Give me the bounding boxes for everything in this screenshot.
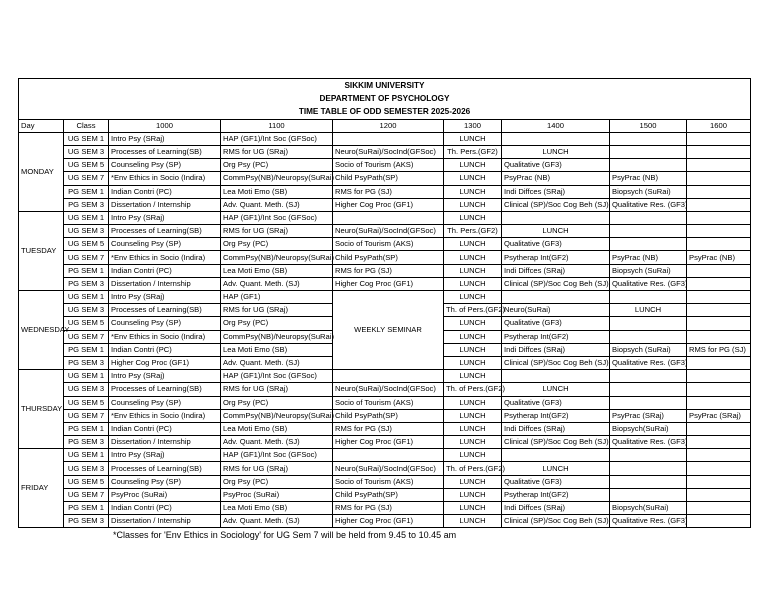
- schedule-cell: Intro Psy (SRaj): [109, 132, 221, 145]
- schedule-cell: *Env Ethics in Socio (Indira): [109, 251, 221, 264]
- schedule-cell: CommPsy(NB)/Neuropsy(SuRai): [221, 172, 333, 185]
- table-row: [19, 159, 751, 172]
- schedule-cell: LUNCH: [444, 264, 502, 277]
- class-cell: PG SEM 1: [64, 502, 109, 515]
- class-cell: UG SEM 5: [64, 475, 109, 488]
- schedule-cell: Indian Contri (PC): [109, 422, 221, 435]
- schedule-cell: Qualitative Res. (GF3): [610, 277, 687, 290]
- schedule-cell: Counseling Psy (SP): [109, 159, 221, 172]
- schedule-cell: LUNCH: [610, 304, 687, 317]
- weekly-seminar-cell: WEEKLY SEMINAR: [333, 291, 444, 370]
- schedule-cell: Psytherap Int(GF2): [502, 330, 610, 343]
- table-row: [19, 436, 751, 449]
- schedule-cell: LUNCH: [444, 488, 502, 501]
- schedule-cell: Th. of Pers.(GF2): [444, 462, 502, 475]
- schedule-cell: Adv. Quant. Meth. (SJ): [221, 277, 333, 290]
- header-1300: 1300: [444, 119, 502, 132]
- schedule-cell: LUNCH: [502, 225, 610, 238]
- class-cell: UG SEM 1: [64, 370, 109, 383]
- table-row: [19, 396, 751, 409]
- schedule-cell: [687, 132, 751, 145]
- table-row: [19, 462, 751, 475]
- schedule-cell: Biopsych (SuRai): [610, 185, 687, 198]
- schedule-cell: LUNCH: [444, 238, 502, 251]
- schedule-cell: Clinical (SP)/Soc Cog Beh (SJ): [502, 515, 610, 528]
- schedule-cell: Th. Pers.(GF2): [444, 145, 502, 158]
- schedule-cell: [687, 488, 751, 501]
- schedule-cell: RMS for UG (SRaj): [221, 462, 333, 475]
- class-cell: UG SEM 3: [64, 145, 109, 158]
- schedule-cell: Qualitative Res. (GF3): [610, 436, 687, 449]
- schedule-cell: Dissertation / Internship: [109, 436, 221, 449]
- header-row: [19, 119, 751, 132]
- schedule-cell: *Env Ethics in Socio (Indira): [109, 409, 221, 422]
- schedule-cell: Qualitative (GF3): [502, 396, 610, 409]
- class-cell: PG SEM 3: [64, 356, 109, 369]
- header-1200: 1200: [333, 119, 444, 132]
- schedule-cell: LUNCH: [444, 251, 502, 264]
- schedule-cell: HAP (GF1)/Int Soc (GFSoc): [221, 132, 333, 145]
- schedule-cell: [610, 145, 687, 158]
- schedule-cell: Dissertation / Internship: [109, 515, 221, 528]
- schedule-cell: [610, 330, 687, 343]
- class-cell: UG SEM 5: [64, 317, 109, 330]
- table-row: [19, 422, 751, 435]
- schedule-cell: Neuro(SuRai): [502, 304, 610, 317]
- class-cell: UG SEM 1: [64, 449, 109, 462]
- schedule-cell: [687, 515, 751, 528]
- class-cell: UG SEM 1: [64, 211, 109, 224]
- schedule-cell: [687, 145, 751, 158]
- header-1600: 1600: [687, 119, 751, 132]
- schedule-cell: Higher Cog Proc (GF1): [333, 198, 444, 211]
- schedule-cell: Lea Moti Emo (SB): [221, 502, 333, 515]
- class-cell: PG SEM 1: [64, 264, 109, 277]
- schedule-cell: RMS for PG (SJ): [333, 264, 444, 277]
- schedule-cell: Adv. Quant. Meth. (SJ): [221, 356, 333, 369]
- schedule-cell: [687, 356, 751, 369]
- schedule-cell: Dissertation / Internship: [109, 198, 221, 211]
- schedule-cell: PsyPrac (NB): [610, 172, 687, 185]
- class-cell: UG SEM 7: [64, 172, 109, 185]
- schedule-cell: [687, 422, 751, 435]
- schedule-cell: Indian Contri (PC): [109, 185, 221, 198]
- schedule-cell: *Env Ethics in Socio (Indira): [109, 172, 221, 185]
- schedule-cell: [502, 211, 610, 224]
- schedule-cell: [610, 211, 687, 224]
- schedule-cell: Child PsyPath(SP): [333, 251, 444, 264]
- schedule-cell: RMS for UG (SRaj): [221, 383, 333, 396]
- schedule-cell: Higher Cog Proc (GF1): [333, 277, 444, 290]
- schedule-cell: HAP (GF1): [221, 291, 333, 304]
- schedule-cell: [610, 462, 687, 475]
- schedule-cell: Lea Moti Emo (SB): [221, 264, 333, 277]
- schedule-cell: Biopsych (SuRai): [610, 264, 687, 277]
- schedule-cell: Intro Psy (SRaj): [109, 370, 221, 383]
- schedule-cell: *Env Ethics in Socio (Indira): [109, 330, 221, 343]
- day-label: THURSDAY: [19, 370, 64, 449]
- schedule-cell: [687, 185, 751, 198]
- schedule-cell: LUNCH: [502, 383, 610, 396]
- table-row: [19, 277, 751, 290]
- schedule-cell: Processes of Learning(SB): [109, 462, 221, 475]
- schedule-cell: [687, 238, 751, 251]
- schedule-cell: Indian Contri (PC): [109, 264, 221, 277]
- schedule-cell: Neuro(SuRai)/SocInd(GFSoc): [333, 225, 444, 238]
- schedule-cell: [610, 291, 687, 304]
- footnote: *Classes for 'Env Ethics in Sociology' for UG Sem 7 will be held from 9.45 to 10.45 am: [113, 530, 457, 540]
- table-row: [19, 251, 751, 264]
- class-cell: UG SEM 5: [64, 396, 109, 409]
- schedule-cell: RMS for PG (SJ): [333, 502, 444, 515]
- header-day: Day: [19, 119, 64, 132]
- schedule-cell: LUNCH: [444, 396, 502, 409]
- schedule-cell: RMS for PG (SJ): [333, 185, 444, 198]
- schedule-cell: CommPsy(NB)/Neuropsy(SuRai): [221, 409, 333, 422]
- schedule-cell: LUNCH: [444, 185, 502, 198]
- schedule-cell: Socio of Tourism (AKS): [333, 159, 444, 172]
- header-1000: 1000: [109, 119, 221, 132]
- schedule-cell: RMS for UG (SRaj): [221, 304, 333, 317]
- schedule-cell: [687, 172, 751, 185]
- schedule-cell: Counseling Psy (SP): [109, 317, 221, 330]
- schedule-cell: [502, 370, 610, 383]
- timetable: [18, 78, 751, 528]
- schedule-cell: LUNCH: [444, 198, 502, 211]
- schedule-cell: PsyProc (SuRai): [221, 488, 333, 501]
- schedule-cell: [610, 370, 687, 383]
- schedule-cell: LUNCH: [444, 291, 502, 304]
- class-cell: PG SEM 3: [64, 198, 109, 211]
- table-row: [19, 132, 751, 145]
- schedule-cell: CommPsy(NB)/Neuropsy(SuRai): [221, 251, 333, 264]
- table-row: [19, 370, 751, 383]
- schedule-cell: Biopsych(SuRai): [610, 502, 687, 515]
- schedule-cell: Qualitative (GF3): [502, 475, 610, 488]
- schedule-cell: Neuro(SuRai)/SocInd(GFSoc): [333, 462, 444, 475]
- table-row: [19, 383, 751, 396]
- schedule-cell: Org Psy (PC): [221, 317, 333, 330]
- schedule-cell: [610, 225, 687, 238]
- schedule-cell: Processes of Learning(SB): [109, 145, 221, 158]
- schedule-cell: [610, 383, 687, 396]
- schedule-cell: LUNCH: [444, 502, 502, 515]
- schedule-cell: Qualitative Res. (GF3): [610, 198, 687, 211]
- schedule-cell: Qualitative Res. (GF3): [610, 515, 687, 528]
- table-row: [19, 264, 751, 277]
- schedule-cell: Indi Diffces (SRaj): [502, 264, 610, 277]
- schedule-cell: Higher Cog Proc (GF1): [109, 356, 221, 369]
- schedule-cell: Psytherap Int(GF2): [502, 409, 610, 422]
- schedule-cell: LUNCH: [444, 370, 502, 383]
- schedule-cell: Lea Moti Emo (SB): [221, 343, 333, 356]
- header-1100: 1100: [221, 119, 333, 132]
- class-cell: UG SEM 5: [64, 159, 109, 172]
- class-cell: PG SEM 1: [64, 185, 109, 198]
- schedule-cell: Adv. Quant. Meth. (SJ): [221, 198, 333, 211]
- schedule-cell: Clinical (SP)/Soc Cog Beh (SJ): [502, 198, 610, 211]
- schedule-cell: [687, 264, 751, 277]
- schedule-cell: Clinical (SP)/Soc Cog Beh (SJ): [502, 356, 610, 369]
- schedule-cell: Org Psy (PC): [221, 159, 333, 172]
- class-cell: UG SEM 3: [64, 383, 109, 396]
- schedule-cell: LUNCH: [444, 159, 502, 172]
- class-cell: UG SEM 1: [64, 132, 109, 145]
- schedule-cell: Adv. Quant. Meth. (SJ): [221, 436, 333, 449]
- schedule-cell: PsyPrac (NB): [502, 172, 610, 185]
- day-label: TUESDAY: [19, 211, 64, 290]
- class-cell: PG SEM 3: [64, 436, 109, 449]
- schedule-cell: LUNCH: [444, 409, 502, 422]
- schedule-cell: HAP (GF1)/Int Soc (GFSoc): [221, 370, 333, 383]
- schedule-cell: Lea Moti Emo (SB): [221, 422, 333, 435]
- table-row: [19, 502, 751, 515]
- schedule-cell: PsyPrac (SRaj): [687, 409, 751, 422]
- schedule-cell: [610, 132, 687, 145]
- table-row: [19, 145, 751, 158]
- schedule-cell: Qualitative Res. (GF3): [610, 356, 687, 369]
- schedule-cell: Higher Cog Proc (GF1): [333, 436, 444, 449]
- class-cell: UG SEM 7: [64, 330, 109, 343]
- schedule-cell: Intro Psy (SRaj): [109, 291, 221, 304]
- department-title: DEPARTMENT OF PSYCHOLOGY: [19, 92, 751, 105]
- schedule-cell: PsyProc (SuRai): [109, 488, 221, 501]
- schedule-cell: [687, 317, 751, 330]
- table-row: [19, 211, 751, 224]
- schedule-cell: [687, 211, 751, 224]
- schedule-cell: RMS for PG (SJ): [687, 343, 751, 356]
- table-row: [19, 198, 751, 211]
- schedule-cell: Counseling Psy (SP): [109, 396, 221, 409]
- schedule-cell: Neuro(SuRai)/SocInd(GFSoc): [333, 383, 444, 396]
- header-class: Class: [64, 119, 109, 132]
- schedule-cell: [333, 132, 444, 145]
- schedule-cell: Intro Psy (SRaj): [109, 449, 221, 462]
- day-label: MONDAY: [19, 132, 64, 211]
- schedule-cell: LUNCH: [502, 145, 610, 158]
- class-cell: UG SEM 7: [64, 409, 109, 422]
- day-label: FRIDAY: [19, 449, 64, 528]
- schedule-cell: Indi Diffces (SRaj): [502, 502, 610, 515]
- schedule-cell: Org Psy (PC): [221, 396, 333, 409]
- schedule-cell: [502, 291, 610, 304]
- schedule-cell: [610, 159, 687, 172]
- schedule-cell: [333, 211, 444, 224]
- schedule-cell: LUNCH: [444, 475, 502, 488]
- schedule-cell: LUNCH: [444, 277, 502, 290]
- table-row: [19, 185, 751, 198]
- schedule-cell: Th. Pers.(GF2): [444, 225, 502, 238]
- schedule-cell: LUNCH: [444, 422, 502, 435]
- schedule-cell: [687, 449, 751, 462]
- schedule-cell: Psytherap Int(GF2): [502, 488, 610, 501]
- schedule-cell: Socio of Tourism (AKS): [333, 396, 444, 409]
- schedule-cell: PsyPrac (NB): [687, 251, 751, 264]
- schedule-cell: LUNCH: [444, 211, 502, 224]
- schedule-cell: [610, 488, 687, 501]
- class-cell: UG SEM 1: [64, 291, 109, 304]
- schedule-cell: Biopsych (SuRai): [610, 343, 687, 356]
- schedule-cell: LUNCH: [444, 343, 502, 356]
- schedule-cell: Clinical (SP)/Soc Cog Beh (SJ): [502, 436, 610, 449]
- class-cell: UG SEM 3: [64, 462, 109, 475]
- schedule-cell: Child PsyPath(SP): [333, 409, 444, 422]
- schedule-cell: [687, 159, 751, 172]
- class-cell: UG SEM 7: [64, 488, 109, 501]
- class-cell: UG SEM 7: [64, 251, 109, 264]
- schedule-cell: LUNCH: [444, 356, 502, 369]
- schedule-cell: Psytherap Int(GF2): [502, 251, 610, 264]
- schedule-cell: Qualitative (GF3): [502, 238, 610, 251]
- table-row: [19, 172, 751, 185]
- schedule-cell: LUNCH: [444, 515, 502, 528]
- class-cell: PG SEM 3: [64, 277, 109, 290]
- schedule-cell: [610, 475, 687, 488]
- schedule-cell: RMS for UG (SRaj): [221, 225, 333, 238]
- schedule-cell: Neuro(SuRai)/SocInd(GFSoc): [333, 145, 444, 158]
- table-row: [19, 515, 751, 528]
- schedule-cell: Child PsyPath(SP): [333, 488, 444, 501]
- schedule-cell: [687, 330, 751, 343]
- schedule-cell: Socio of Tourism (AKS): [333, 475, 444, 488]
- timetable-sheet: [18, 78, 750, 528]
- schedule-cell: Processes of Learning(SB): [109, 383, 221, 396]
- schedule-cell: [610, 396, 687, 409]
- schedule-cell: [687, 502, 751, 515]
- schedule-cell: Clinical (SP)/Soc Cog Beh (SJ): [502, 277, 610, 290]
- schedule-cell: Th. of Pers.(GF2): [444, 383, 502, 396]
- schedule-cell: Indi Diffces (SRaj): [502, 185, 610, 198]
- schedule-cell: [333, 370, 444, 383]
- schedule-cell: LUNCH: [444, 449, 502, 462]
- schedule-cell: [687, 462, 751, 475]
- schedule-cell: Indi Diffces (SRaj): [502, 343, 610, 356]
- schedule-cell: Dissertation / Internship: [109, 277, 221, 290]
- table-row: [19, 409, 751, 422]
- schedule-cell: [687, 370, 751, 383]
- class-cell: UG SEM 5: [64, 238, 109, 251]
- schedule-cell: [687, 475, 751, 488]
- schedule-cell: [687, 383, 751, 396]
- table-row: [19, 225, 751, 238]
- table-row: [19, 475, 751, 488]
- schedule-cell: Adv. Quant. Meth. (SJ): [221, 515, 333, 528]
- schedule-cell: [610, 238, 687, 251]
- class-cell: PG SEM 3: [64, 515, 109, 528]
- schedule-cell: Indi Diffces (SRaj): [502, 422, 610, 435]
- schedule-cell: [610, 317, 687, 330]
- schedule-cell: [502, 449, 610, 462]
- schedule-cell: Processes of Learning(SB): [109, 225, 221, 238]
- schedule-cell: Qualitative (GF3): [502, 159, 610, 172]
- schedule-cell: Biopsych(SuRai): [610, 422, 687, 435]
- class-cell: PG SEM 1: [64, 422, 109, 435]
- schedule-cell: PsyPrac (NB): [610, 251, 687, 264]
- class-cell: UG SEM 3: [64, 304, 109, 317]
- schedule-cell: RMS for UG (SRaj): [221, 145, 333, 158]
- schedule-cell: [333, 449, 444, 462]
- schedule-cell: Org Psy (PC): [221, 475, 333, 488]
- table-row: [19, 449, 751, 462]
- schedule-cell: Processes of Learning(SB): [109, 304, 221, 317]
- schedule-cell: HAP (GF1)/Int Soc (GFSoc): [221, 211, 333, 224]
- schedule-cell: [687, 396, 751, 409]
- university-title: SIKKIM UNIVERSITY: [19, 79, 751, 93]
- schedule-cell: Lea Moti Emo (SB): [221, 185, 333, 198]
- schedule-cell: PsyPrac (SRaj): [610, 409, 687, 422]
- header-1500: 1500: [610, 119, 687, 132]
- table-row: [19, 291, 751, 304]
- schedule-cell: Child PsyPath(SP): [333, 172, 444, 185]
- schedule-cell: [687, 225, 751, 238]
- schedule-cell: [610, 449, 687, 462]
- schedule-cell: Th. of Pers.(GF2): [444, 304, 502, 317]
- day-label: WEDNESDAY: [19, 291, 64, 370]
- schedule-cell: Higher Cog Proc (GF1): [333, 515, 444, 528]
- schedule-cell: LUNCH: [502, 462, 610, 475]
- schedule-cell: LUNCH: [444, 317, 502, 330]
- schedule-cell: Qualitative (GF3): [502, 317, 610, 330]
- schedule-cell: HAP (GF1)/Int Soc (GFSoc): [221, 449, 333, 462]
- schedule-cell: Counseling Psy (SP): [109, 238, 221, 251]
- schedule-cell: Org Psy (PC): [221, 238, 333, 251]
- schedule-cell: RMS for PG (SJ): [333, 422, 444, 435]
- schedule-cell: LUNCH: [444, 132, 502, 145]
- schedule-cell: Intro Psy (SRaj): [109, 211, 221, 224]
- schedule-cell: [687, 277, 751, 290]
- schedule-cell: Indian Contri (PC): [109, 502, 221, 515]
- schedule-cell: CommPsy(NB)/Neuropsy(SuRai): [221, 330, 333, 343]
- schedule-cell: [687, 198, 751, 211]
- schedule-cell: Counseling Psy (SP): [109, 475, 221, 488]
- schedule-cell: Socio of Tourism (AKS): [333, 238, 444, 251]
- schedule-cell: [687, 291, 751, 304]
- class-cell: UG SEM 3: [64, 225, 109, 238]
- schedule-cell: [687, 304, 751, 317]
- schedule-cell: Indian Contri (PC): [109, 343, 221, 356]
- table-row: [19, 238, 751, 251]
- schedule-cell: LUNCH: [444, 436, 502, 449]
- table-row: [19, 488, 751, 501]
- schedule-cell: LUNCH: [444, 172, 502, 185]
- schedule-cell: [687, 436, 751, 449]
- class-cell: PG SEM 1: [64, 343, 109, 356]
- schedule-cell: [502, 132, 610, 145]
- timetable-title: TIME TABLE OF ODD SEMESTER 2025-2026: [19, 105, 751, 119]
- header-1400: 1400: [502, 119, 610, 132]
- schedule-cell: LUNCH: [444, 330, 502, 343]
